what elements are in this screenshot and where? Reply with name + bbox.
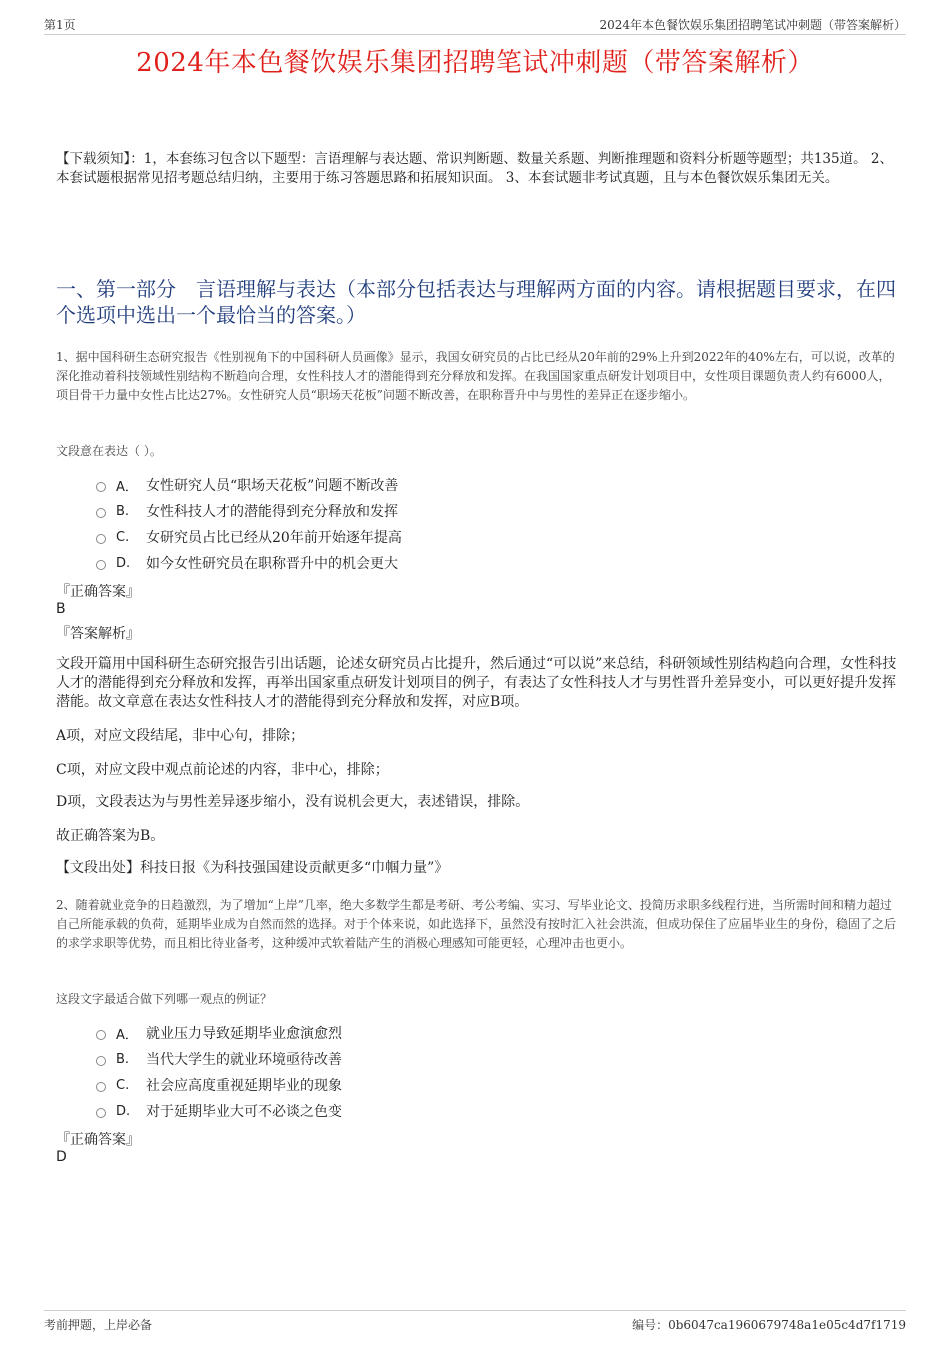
radio-icon[interactable]	[96, 560, 106, 570]
header-doc-title: 2024年本色餐饮娱乐集团招聘笔试冲刺题（带答案解析）	[599, 18, 906, 32]
question-2-options	[96, 1020, 342, 1124]
radio-icon[interactable]	[96, 1030, 106, 1040]
question-2-option-b[interactable]: B. 当代大学生的就业环境亟待改善	[96, 1046, 342, 1072]
question-2-prompt: 这段文字最适合做下列哪一观点的例证？	[56, 992, 273, 1006]
question-1-source: 【文段出处】科技日报《为科技强国建设贡献更多“巾帼力量”》	[56, 860, 449, 876]
question-2-answer: D	[56, 1149, 67, 1165]
question-1-analysis-label: 『答案解析』	[56, 626, 140, 642]
download-notice: 【下载须知】：1，本套练习包含以下题型：言语理解与表达题、常识判断题、数量关系题、判断推理题和资料分析题等题型；共135道。 2、本套试题根据常见招考题总结归纳，主要用于练习答题思路和拓展知识面。 3、本套试题非考试真题，且与本色餐饮娱乐集团无关。	[56, 151, 893, 186]
radio-icon[interactable]	[96, 1082, 106, 1092]
question-2-option-c[interactable]: C. 社会应高度重视延期毕业的现象	[96, 1072, 342, 1098]
footer-slogan: 考前押题，上岸必备	[44, 1318, 153, 1332]
radio-icon[interactable]	[96, 508, 106, 518]
page-number: 第1页	[44, 18, 76, 32]
question-1-prompt: 文段意在表达（ ）。	[56, 444, 162, 458]
question-1-option-b[interactable]: B. 女性科技人才的潜能得到充分释放和发挥	[96, 498, 402, 524]
radio-icon[interactable]	[96, 1056, 106, 1066]
section-title: 一、第一部分 言语理解与表达（本部分包括表达与理解两方面的内容。请根据题目要求，在四个选项中选出一个最恰当的答案。）	[56, 277, 896, 327]
question-1-conclusion: 故正确答案为B。	[56, 828, 165, 844]
radio-icon[interactable]	[96, 534, 106, 544]
question-1-option-a[interactable]: A． 女性研究人员“职场天花板”问题不断改善	[96, 472, 402, 498]
radio-icon[interactable]	[96, 482, 106, 492]
footer-serial-number: 编号：0b6047ca1960679748a1e05c4d7f1719	[632, 1318, 906, 1332]
question-1-analysis-c: C项，对应文段中观点前论述的内容，非中心，排除；	[56, 762, 389, 778]
question-1-answer-label: 『正确答案』	[56, 584, 140, 600]
page-footer	[44, 1310, 906, 1335]
question-1-analysis-main: 文段开篇用中国科研生态研究报告引出话题，论述女研究员占比提升，然后通过“可以说”来总结，科研领域性别结构趋向合理，女性科技人才的潜能得到充分释放和发挥，再举出国家重点研发计划项目的例子，有表达了女性科技人才与男性晋升差异变小，可以更好提升发挥潜能。故文章意在表达女性科技人才的潜能得到充分释放和发挥，对应B项。	[56, 656, 897, 710]
radio-icon[interactable]	[96, 1108, 106, 1118]
question-2-option-d[interactable]: D. 对于延期毕业大可不必谈之色变	[96, 1098, 342, 1124]
question-2-option-a[interactable]: A． 就业压力导致延期毕业愈演愈烈	[96, 1020, 342, 1046]
question-1-text: 1、据中国科研生态研究报告《性别视角下的中国科研人员画像》显示，我国女研究员的占比已经从20年前的29%上升到2022年的40%左右，可以说，改革的深化推动着科技领域性别结构不断趋向合理，女性科技人才的潜能得到充分释放和发挥。在我国国家重点研发计划项目中，女性项目课题负责人约有6000人，项目骨干力量中女性占比达27%。女性研究人员“职场天花板”问题不断改善，在职称晋升中与男性的差异正在逐步缩小。	[56, 350, 895, 402]
question-1-options	[96, 472, 402, 576]
question-1-analysis-d: D项，文段表达为与男性差异逐步缩小，没有说机会更大，表述错误，排除。	[56, 794, 530, 810]
page-header	[44, 14, 906, 35]
question-1-answer: B	[56, 601, 66, 617]
question-2-text: 2、随着就业竞争的日趋激烈，为了增加“上岸”几率，绝大多数学生都是考研、考公考编、实习、写毕业论文、投简历求职多线程行进，当所需时间和精力超过自己所能承载的负荷，延期毕业成为自然而然的选择。对于个体来说，如此选择下，虽然没有按时汇入社会洪流，但成功保住了应届毕业生的身份，稳固了之后的求学求职等优势，而且相比待业备考，这种缓冲式软着陆产生的消极心理感知可能更轻，心理冲击也更小。	[56, 898, 897, 950]
question-1-analysis-a: A项，对应文段结尾，非中心句，排除；	[56, 728, 305, 744]
question-1-option-d[interactable]: D. 如今女性研究员在职称晋升中的机会更大	[96, 550, 402, 576]
question-2-answer-label: 『正确答案』	[56, 1132, 140, 1148]
question-1-option-c[interactable]: C. 女研究员占比已经从20年前开始逐年提高	[96, 524, 402, 550]
document-title: 2024年本色餐饮娱乐集团招聘笔试冲刺题（带答案解析）	[136, 48, 814, 78]
